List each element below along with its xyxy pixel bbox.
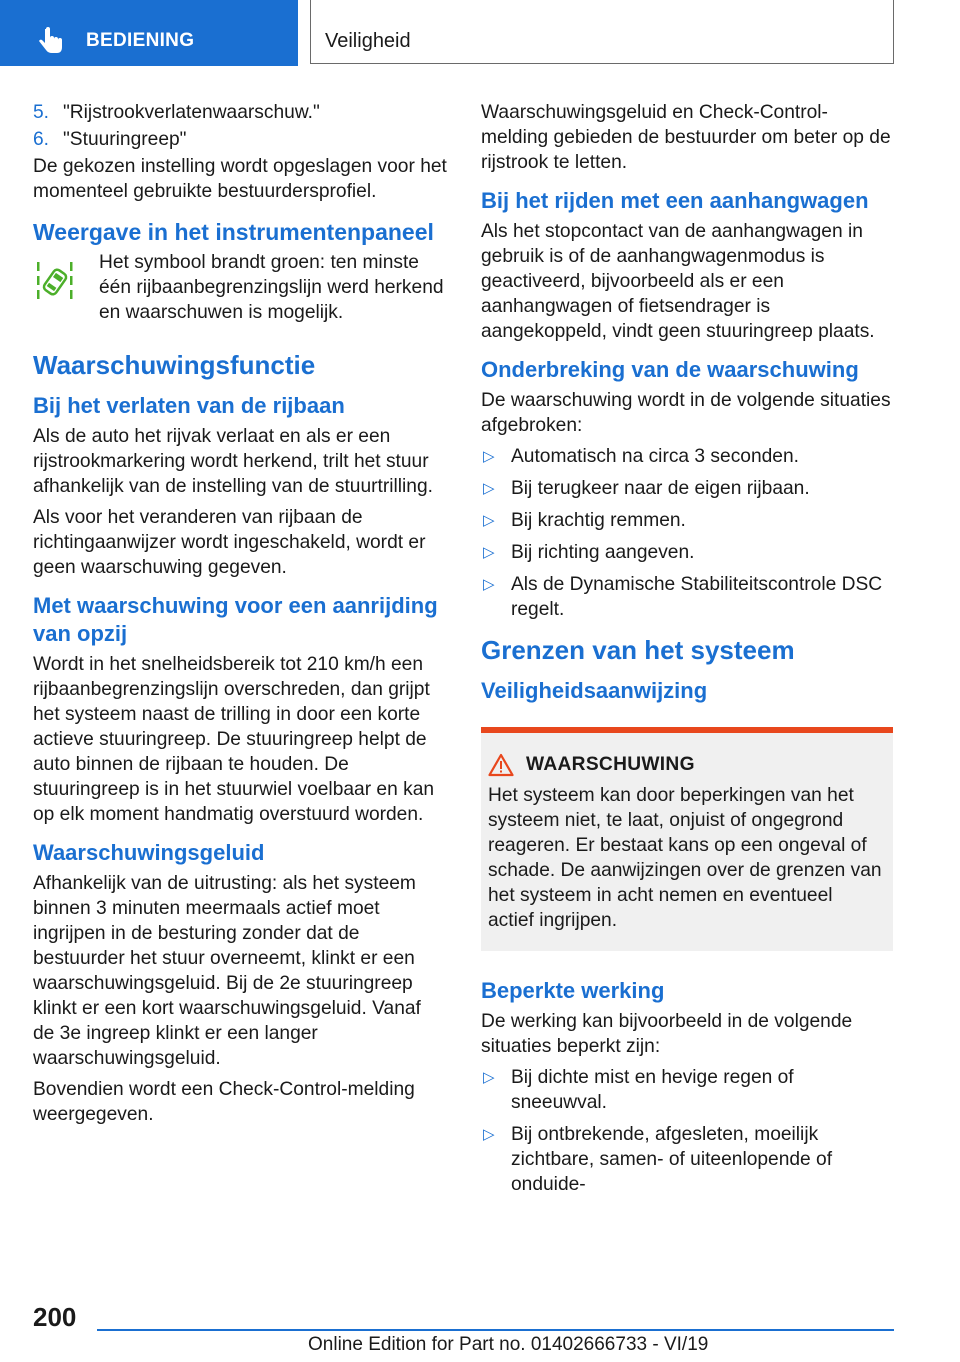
list-item [33,127,447,152]
paragraph: De waarschuwing wordt in de volgende situaties afgebroken: [481,390,891,436]
heading-limits: Grenzen van het systeem [481,635,795,665]
list-item [33,100,447,125]
list-text: Bij richting aangeven. [511,542,695,563]
list-item [481,476,893,501]
section-label: BEDIENING [86,30,195,51]
chapter-label: Veiligheid [325,30,411,52]
hand-pointer-icon [36,26,66,56]
heading-limited: Beperkte werking [481,978,665,1003]
warning-text: Het systeem kan door beperkingen van het systeem niet, te laat, onjuist of ongegrond reageren. Er bestaat kans op een ongeval of schade. De aanwijzingen over de grenzen van het systeem in acht nemen en eventueel actief ingrijpen. [488,785,882,931]
list-number: 6. [33,129,50,150]
heading-display: Weergave in het instrumentenpaneel [33,219,434,245]
paragraph: Waarschuwingsgeluid en Check-Control-melding gebieden de bestuurder om beter op de rijstrook te letten. [481,102,891,173]
list-item [481,540,893,565]
list-text: "Rijstrookverlatenwaarschuw." [63,102,320,123]
list-item [481,444,893,469]
paragraph: Als het stopcontact van de aanhangwagen in gebruik is of de aanhangwagenmodus is geactiveerd, bijvoorbeeld als er een aanhangwagen of fietsendrager is aangekoppeld, vindt geen stuuringreep plaats. [481,221,875,342]
list-text: Bij dichte mist en hevige regen of sneeuwval. [511,1067,794,1113]
right-column [481,100,893,1204]
heading-collision: Met waarschuwing voor een aanrijding van opzij [33,593,438,646]
paragraph: Als voor het veranderen van rijbaan de richtingaanwijzer wordt ingeschakeld, wordt er geen waarschuwing gegeven. [33,507,426,578]
list-item [481,572,893,622]
heading-safety: Veiligheidsaanwijzing [481,678,708,703]
interrupt-list [481,444,893,622]
list-number: 5. [33,102,50,123]
triangle-bullet-icon: ▷ [483,480,495,497]
paragraph: Afhankelijk van de uitrusting: als het systeem binnen 3 minuten meermaals actief moet ingrijpen in de besturing zonder dat de bestuurder het stuur overneemt, klinkt er een waarschuwingsgeluid. Bij de 2e stuuringreep klinkt er een kort waarschuwingsgeluid. Vanaf de 3e ingreep klinkt er een langer waarschuwingsgeluid. [33,873,421,1069]
list-item [481,1122,893,1197]
section-tab[interactable] [0,0,298,66]
warning-box [481,727,893,951]
chapter-tab[interactable] [310,0,894,64]
heading-trailer: Bij het rijden met een aanhangwagen [481,188,869,213]
footer-edition: Online Edition for Part no. 01402666733 - VI/19 [308,1334,709,1355]
list-text: Automatisch na circa 3 seconden. [511,446,799,467]
heading-leaving: Bij het verlaten van de rijbaan [33,393,345,418]
triangle-bullet-icon: ▷ [483,1069,495,1086]
list-text: Bij krachtig remmen. [511,510,686,531]
triangle-bullet-icon: ▷ [483,576,495,593]
triangle-bullet-icon: ▷ [483,512,495,529]
heading-function: Waarschuwingsfunctie [33,350,316,380]
triangle-bullet-icon: ▷ [483,448,495,465]
list-item [481,508,893,533]
list-text: Bij ontbrekende, afgesleten, moeilijk zichtbare, samen- of uiteenlopende of onduide- [511,1124,833,1195]
page-number: 200 [33,1302,77,1332]
list-text: "Stuuringreep" [63,129,187,150]
paragraph: Wordt in het snelheidsbereik tot 210 km/h een rijbaanbegrenzingslijn overschreden, dan grijpt het systeem naast de trilling in door een korte actieve stuuringreep. De stuuringreep helpt de auto binnen de rijbaan te houden. De stuuringreep is in het stuurwiel voelbaar en kan op elk moment handmatig overstuurd worden. [33,654,435,825]
list-item [481,1065,893,1115]
paragraph: De gekozen instelling wordt opgeslagen voor het momenteel gebruikte bestuurdersprofiel. [33,156,447,202]
warning-title: WAARSCHUWING [526,754,695,775]
symbol-row [33,250,447,331]
list-text: Bij terugkeer naar de eigen rijbaan. [511,478,810,499]
left-column [33,100,447,1133]
paragraph: Als de auto het rijvak verlaat en als er een rijstrookmarkering wordt herkend, trilt het stuur afhankelijk van de instelling van de stuurtrilling. [33,426,433,497]
list-text: Als de Dynamische Stabiliteitscontrole DSC regelt. [511,574,883,620]
paragraph: De werking kan bijvoorbeeld in de volgende situaties beperkt zijn: [481,1011,853,1057]
lane-departure-symbol-icon [33,258,77,306]
heading-interrupt: Onderbreking van de waarschuwing [481,357,859,382]
triangle-bullet-icon: ▷ [483,1126,495,1143]
warning-triangle-icon [488,753,514,777]
limited-list [481,1065,893,1197]
heading-sound: Waarschuwingsgeluid [33,840,265,865]
footer-divider [97,1329,894,1331]
symbol-description: Het symbool brandt groen: ten minste één rijbaanbegrenzingslijn werd herkend en waarschuwen is mogelijk. [99,252,444,323]
triangle-bullet-icon: ▷ [483,544,495,561]
paragraph: Bovendien wordt een Check-Control-melding weergegeven. [33,1079,415,1125]
